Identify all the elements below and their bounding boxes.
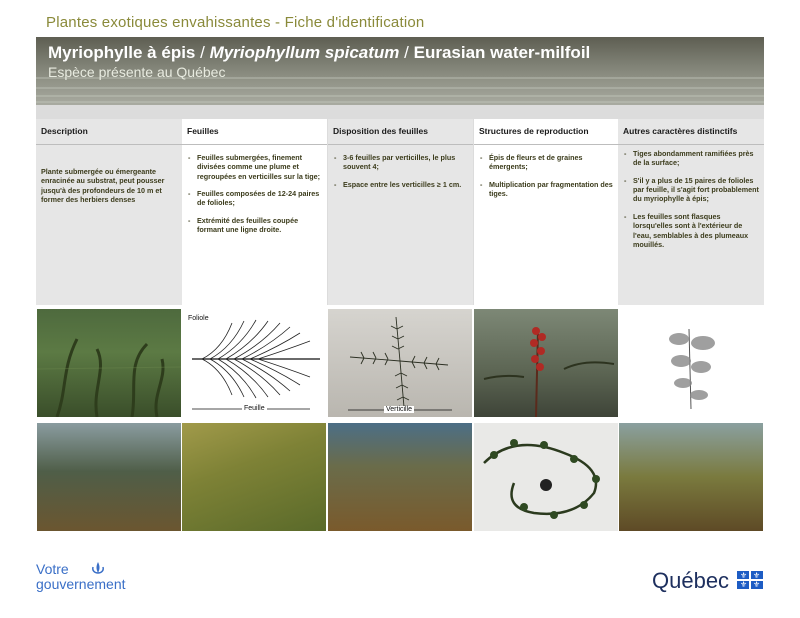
plant-silhouette xyxy=(37,309,181,417)
column-disposition xyxy=(328,119,473,305)
specimen-strand xyxy=(474,423,618,531)
list-item: - 3-6 feuilles par verticilles, le plus souvent 4; xyxy=(333,153,468,172)
flower-spike xyxy=(474,309,618,417)
underwater-photo xyxy=(37,309,181,417)
feuille-label: Feuille xyxy=(244,405,265,412)
specimen-photo xyxy=(474,423,618,531)
list-item: - S'il y a plus de 15 paires de folioles par feuille, il s'agit fort probablement du myriophylle à épis; xyxy=(623,176,759,204)
title-separator: / xyxy=(195,43,210,62)
column-body xyxy=(36,167,182,204)
column-header: Structures de reproduction xyxy=(474,119,618,145)
whorl-photo xyxy=(328,309,472,417)
fleur-de-lis-icon xyxy=(90,561,106,577)
common-name: Myriophylle à épis xyxy=(48,43,196,62)
identification-table xyxy=(36,105,764,305)
column-header: Feuilles xyxy=(182,119,327,145)
whorl-drawing xyxy=(328,309,472,417)
column-description xyxy=(36,119,182,305)
list-item: - Épis de fleurs et de graines émergents; xyxy=(479,153,613,172)
column-header: Description xyxy=(36,119,182,145)
top-label: Plantes exotiques envahissantes - Fiche d'identification xyxy=(46,14,425,31)
dense-milfoil-photo xyxy=(182,423,326,531)
column-body xyxy=(328,153,473,197)
column-reproduction xyxy=(474,119,618,305)
herbarium-drawing xyxy=(619,309,763,417)
votre-gouvernement-logo xyxy=(36,563,126,592)
verticille-label: Verticille xyxy=(386,406,413,413)
latin-name: Myriophyllum spicatum xyxy=(209,43,400,62)
list-item: - Extrémité des feuilles coupée formant une ligne droite. xyxy=(187,216,322,235)
stem-sketch xyxy=(619,309,763,417)
species-title xyxy=(48,43,590,63)
list-item: - Feuilles submergées, finement divisées comme une plume et regroupées en verticilles sur la tige; xyxy=(187,153,322,181)
list-item: - Feuilles composées de 12-24 paires de folioles; xyxy=(187,189,322,208)
quebec-flag-icon: ⚜ ⚜ ⚜ ⚜ xyxy=(737,571,763,589)
column-header: Disposition des feuilles xyxy=(328,119,473,145)
list-item: - Les feuilles sont flasques lorsqu'elles sont à l'extérieur de l'eau, semblables à des plumeaux mouillés. xyxy=(623,212,759,249)
shallow-water-photo xyxy=(328,423,472,531)
leaf-drawing xyxy=(182,309,326,417)
title-separator: / xyxy=(399,43,414,62)
logo-votre: Votre xyxy=(36,561,69,577)
leaf-diagram xyxy=(182,309,326,417)
description-text: Plante submergée ou émergeante enracinée au substrat, peut pousser jusqu'à des profondeurs de 10 m et former des herbiers denses xyxy=(41,167,165,205)
title-banner xyxy=(36,37,764,105)
lakebed-photo xyxy=(619,423,763,531)
list-item: - Tiges abondamment ramifiées près de la surface; xyxy=(623,149,759,168)
list-item: - Espace entre les verticilles ≥ 1 cm. xyxy=(333,180,468,189)
column-body xyxy=(618,149,764,257)
presence-subtitle: Espèce présente au Québec xyxy=(48,64,226,80)
milfoil-bed-photo xyxy=(37,423,181,531)
column-feuilles xyxy=(182,119,327,305)
list-item: - Multiplication par fragmentation des tiges. xyxy=(479,180,613,199)
quebec-wordmark: Québec xyxy=(652,568,730,593)
column-autres xyxy=(618,119,764,305)
foliole-label: Foliole xyxy=(188,315,209,322)
flower-spike-photo xyxy=(474,309,618,417)
logo-gouvernement: gouvernement xyxy=(36,576,126,592)
column-body xyxy=(474,153,618,206)
column-body xyxy=(182,153,327,243)
column-header: Autres caractères distinctifs xyxy=(618,119,764,145)
english-name: Eurasian water-milfoil xyxy=(413,43,591,62)
